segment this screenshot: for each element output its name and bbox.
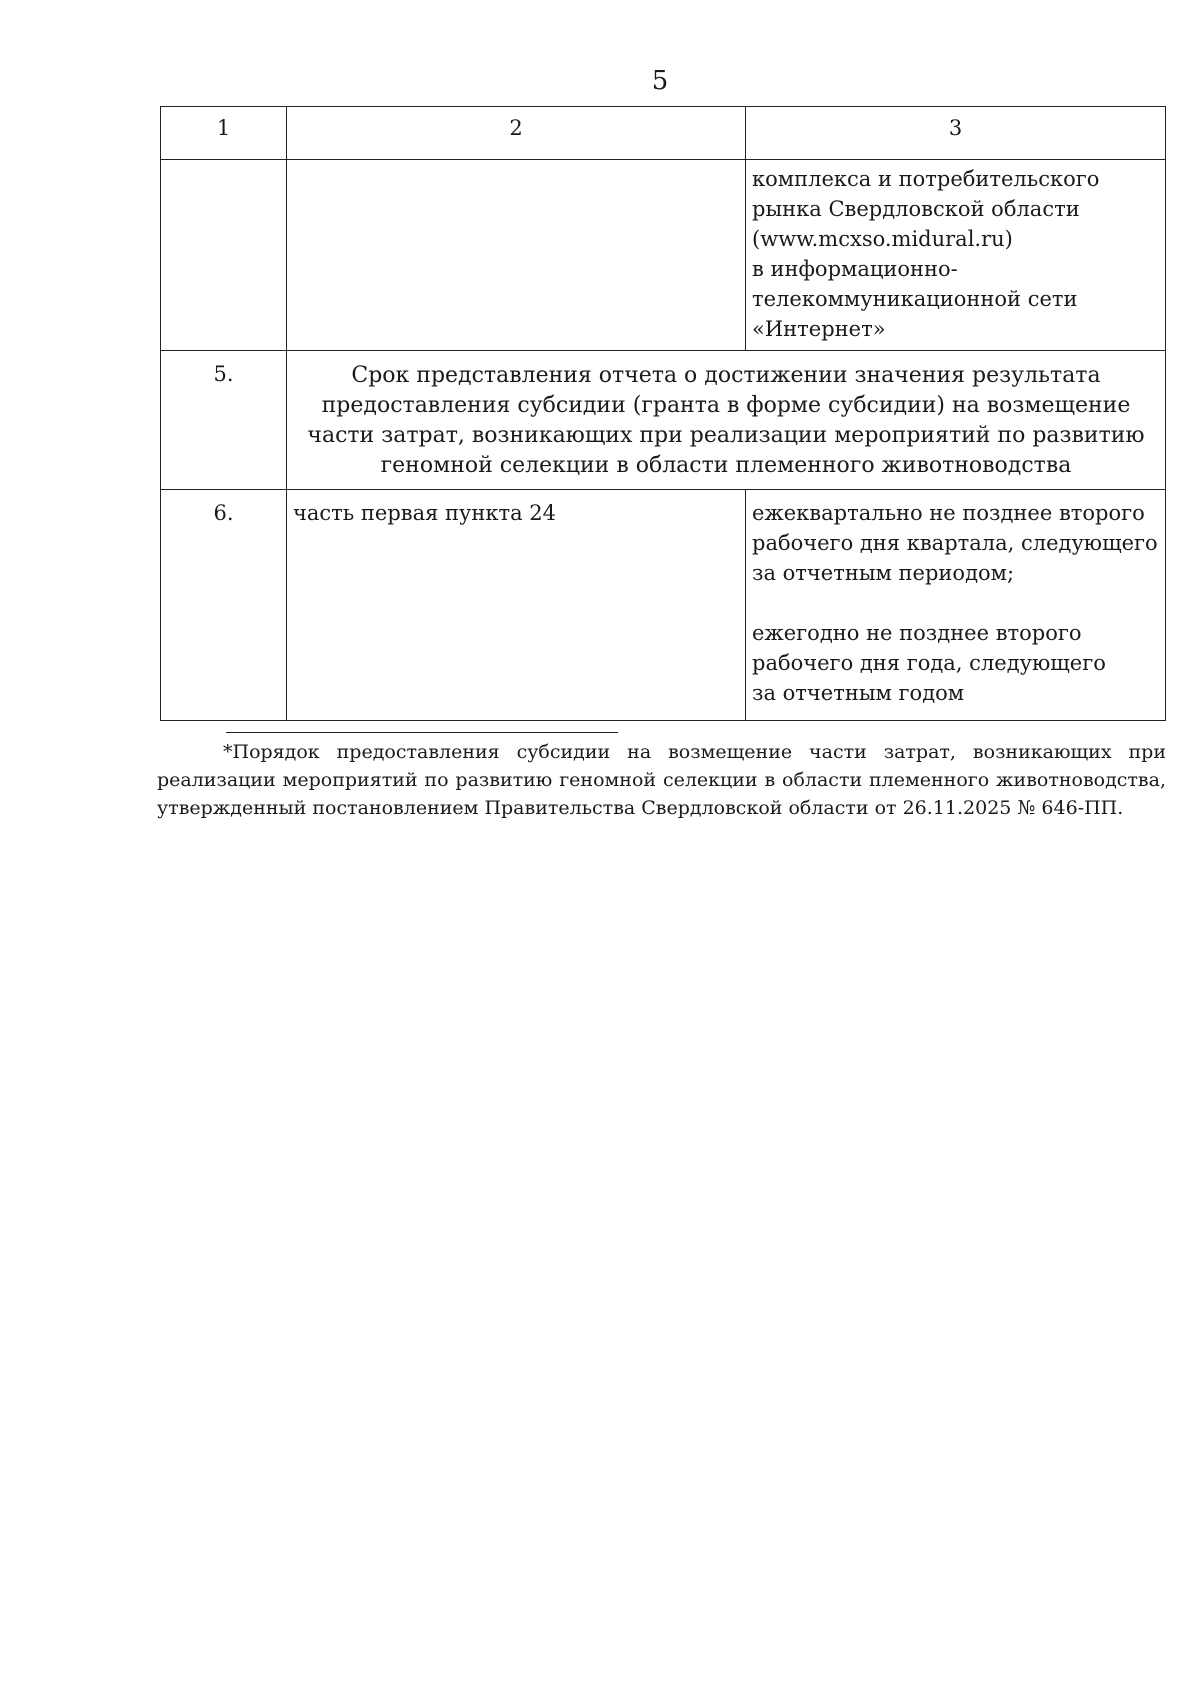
- deadline-yearly: ежегодно не позднее второго рабочего дня года, следующего за отчетным годом: [752, 621, 1106, 705]
- row-6-reference: часть первая пункта 24: [287, 490, 746, 721]
- page-number: 5: [651, 66, 669, 96]
- cont-cell-1: [161, 160, 287, 351]
- table-header-row: [161, 107, 1166, 160]
- cont-cell-2: [287, 160, 746, 351]
- section-number: 5.: [161, 351, 287, 490]
- footnote-text: *Порядок предоставления субсидии на возмещение части затрат, возникающих при реализации мероприятий по развитию геномной селекции в области племенного животноводства, утвержденный постановлением Правительства Свердловской области от 26.11.2025 № 646-ПП.: [157, 741, 1166, 819]
- header-cell-2: 2: [287, 107, 746, 160]
- table-row-continuation: [161, 160, 1166, 351]
- cont-cell-3: комплекса и потребительского рынка Свердловской области (www.mcxso.midural.ru) в информационно- телекоммуникационной сети «Интернет»: [746, 160, 1166, 351]
- header-cell-1: 1: [161, 107, 287, 160]
- subsidy-table: [160, 106, 1166, 721]
- section-title: Срок представления отчета о достижении значения результата предоставления субсидии (гранта в форме субсидии) на возмещение части затрат, возникающих при реализации мероприятий по развитию геномной селекции в области племенного животноводства: [287, 351, 1166, 490]
- table-row-section-5: [161, 351, 1166, 490]
- header-cell-3: 3: [746, 107, 1166, 160]
- deadline-quarterly: ежеквартально не позднее второго рабочего дня квартала, следующего за отчетным периодом;: [752, 501, 1158, 585]
- table-row-6: [161, 490, 1166, 721]
- row-6-deadline: [746, 490, 1166, 721]
- footnote-divider: [226, 732, 618, 733]
- subsidy-table-wrapper: [160, 106, 1166, 721]
- row-6-number: 6.: [161, 490, 287, 721]
